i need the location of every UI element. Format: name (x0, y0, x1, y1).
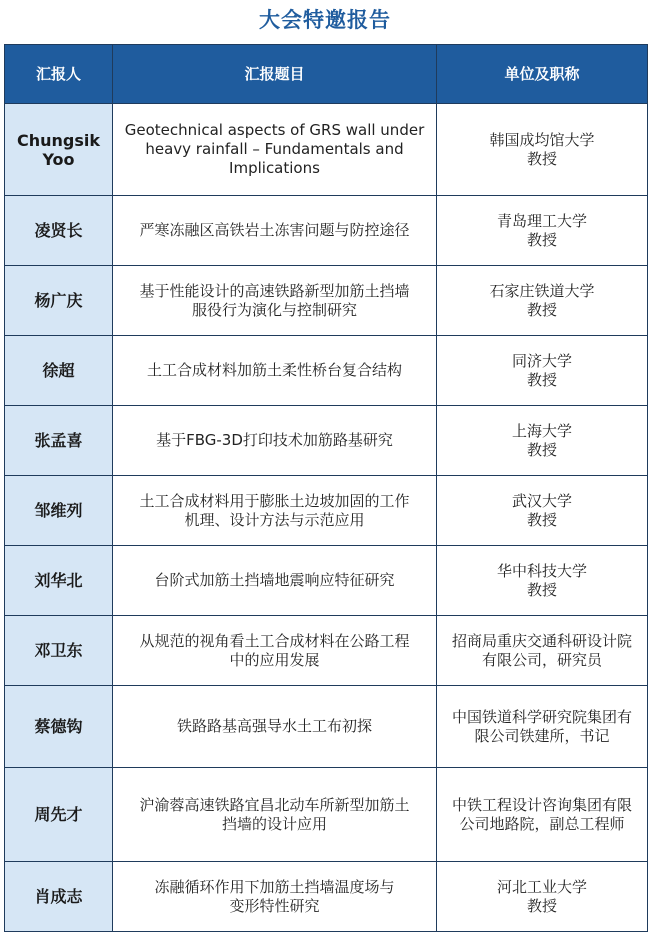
affiliation-line: 中国铁道科学研究院集团有 (451, 707, 632, 726)
table-row (5, 862, 648, 932)
speaker-cell (5, 266, 113, 336)
header-speaker: 汇报人 (5, 45, 113, 104)
topic-cell (113, 862, 437, 932)
table-row (5, 196, 648, 266)
page-title: 大会特邀报告 (259, 8, 391, 32)
speaker-line: 杨广庆 (34, 291, 83, 310)
speaker-line: Yoo (42, 149, 75, 169)
speaker-cell (5, 104, 113, 196)
table-row (5, 768, 648, 862)
topic-line: 沪渝蓉高速铁路宜昌北动车所新型加筋土 (139, 795, 410, 814)
topic-line: 铁路路基高强导水土工布初探 (176, 717, 372, 735)
topic-line: 台阶式加筋土挡墙地震响应特征研究 (154, 571, 395, 589)
topic-cell (113, 196, 437, 266)
table-row (5, 686, 648, 768)
affiliation-line: 武汉大学 (511, 491, 572, 510)
speaker-line: 邹维列 (34, 501, 83, 520)
affiliation-cell (437, 336, 648, 406)
speaker-cell (5, 616, 113, 686)
affiliation-line: 韩国成均馆大学 (489, 130, 595, 149)
speaker-line: Chungsik (16, 130, 100, 150)
speaker-cell (5, 862, 113, 932)
affiliation-cell (437, 476, 648, 546)
topic-line: 土工合成材料用于膨胀土边坡加固的工作 (139, 491, 410, 510)
affiliation-line: 教授 (526, 440, 557, 459)
speaker-cell (5, 336, 113, 406)
speaker-cell (5, 686, 113, 768)
affiliation-line: 教授 (526, 580, 557, 599)
affiliation-line: 教授 (526, 149, 557, 168)
speaker-line: 肖成志 (34, 887, 83, 906)
speaker-cell (5, 196, 113, 266)
affiliation-cell (437, 406, 648, 476)
header-affiliation: 单位及职称 (437, 45, 648, 104)
topic-line: 变形特性研究 (229, 896, 320, 915)
report-body (5, 104, 648, 932)
affiliation-line: 教授 (526, 300, 557, 319)
topic-line: 冻融循环作用下加筋土挡墙温度场与 (154, 877, 395, 896)
affiliation-cell (437, 546, 648, 616)
table-row (5, 104, 648, 196)
affiliation-line: 河北工业大学 (496, 877, 587, 896)
topic-line: 基于性能设计的高速铁路新型加筋土挡墙 (139, 281, 410, 300)
table-row (5, 336, 648, 406)
affiliation-cell (437, 686, 648, 768)
speaker-cell (5, 406, 113, 476)
topic-line: 服役行为演化与控制研究 (191, 300, 357, 319)
header-topic: 汇报题目 (113, 45, 437, 104)
topic-line: 机理、设计方法与示范应用 (184, 510, 365, 529)
topic-cell (113, 406, 437, 476)
affiliation-cell (437, 266, 648, 336)
speaker-line: 邓卫东 (34, 641, 83, 660)
speaker-line: 刘华北 (34, 571, 83, 590)
topic-cell (113, 266, 437, 336)
header-row (5, 45, 648, 104)
topic-line: 土工合成材料加筋土柔性桥台复合结构 (146, 361, 402, 379)
affiliation-line: 中铁工程设计咨询集团有限 (451, 795, 632, 814)
topic-line: Geotechnical aspects of GRS wall under (124, 121, 425, 139)
topic-line: 严寒冻融区高铁岩土冻害问题与防控途径 (139, 221, 410, 239)
speaker-cell (5, 476, 113, 546)
table-row (5, 406, 648, 476)
affiliation-line: 青岛理工大学 (496, 211, 587, 230)
topic-line: 从规范的视角看土工合成材料在公路工程 (139, 631, 410, 650)
topic-line: 基于FBG-3D打印技术加筋路基研究 (156, 431, 393, 449)
affiliation-line: 有限公司，研究员 (481, 650, 602, 669)
speaker-cell (5, 546, 113, 616)
topic-line: 中的应用发展 (229, 650, 320, 669)
affiliation-line: 教授 (526, 230, 557, 249)
affiliation-line: 华中科技大学 (496, 561, 587, 580)
speaker-line: 徐超 (42, 361, 75, 380)
table-row (5, 476, 648, 546)
table-row (5, 546, 648, 616)
affiliation-line: 石家庄铁道大学 (489, 281, 595, 300)
topic-line: heavy rainfall – Fundamentals and (145, 140, 404, 158)
affiliation-line: 限公司铁建所，书记 (474, 726, 610, 745)
affiliation-line: 招商局重庆交通科研设计院 (451, 631, 632, 650)
affiliation-cell (437, 616, 648, 686)
affiliation-line: 同济大学 (511, 351, 572, 370)
affiliation-line: 教授 (526, 510, 557, 529)
affiliation-cell (437, 196, 648, 266)
report-table (4, 44, 648, 932)
affiliation-line: 公司地路院，副总工程师 (459, 814, 625, 833)
speaker-cell (5, 768, 113, 862)
topic-cell (113, 686, 437, 768)
affiliation-line: 教授 (526, 896, 557, 915)
table-row (5, 616, 648, 686)
table-row (5, 266, 648, 336)
topic-cell (113, 768, 437, 862)
topic-line: 挡墙的设计应用 (221, 814, 327, 833)
speaker-line: 凌贤长 (34, 221, 83, 240)
topic-cell (113, 336, 437, 406)
speaker-line: 蔡德钩 (34, 717, 83, 736)
affiliation-cell (437, 768, 648, 862)
affiliation-line: 教授 (526, 370, 557, 389)
affiliation-cell (437, 104, 648, 196)
topic-cell (113, 104, 437, 196)
topic-cell (113, 476, 437, 546)
affiliation-line: 上海大学 (511, 421, 572, 440)
affiliation-cell (437, 862, 648, 932)
topic-line: Implications (229, 159, 320, 177)
topic-cell (113, 616, 437, 686)
speaker-line: 张孟喜 (34, 431, 83, 450)
speaker-line: 周先才 (34, 805, 83, 824)
topic-cell (113, 546, 437, 616)
